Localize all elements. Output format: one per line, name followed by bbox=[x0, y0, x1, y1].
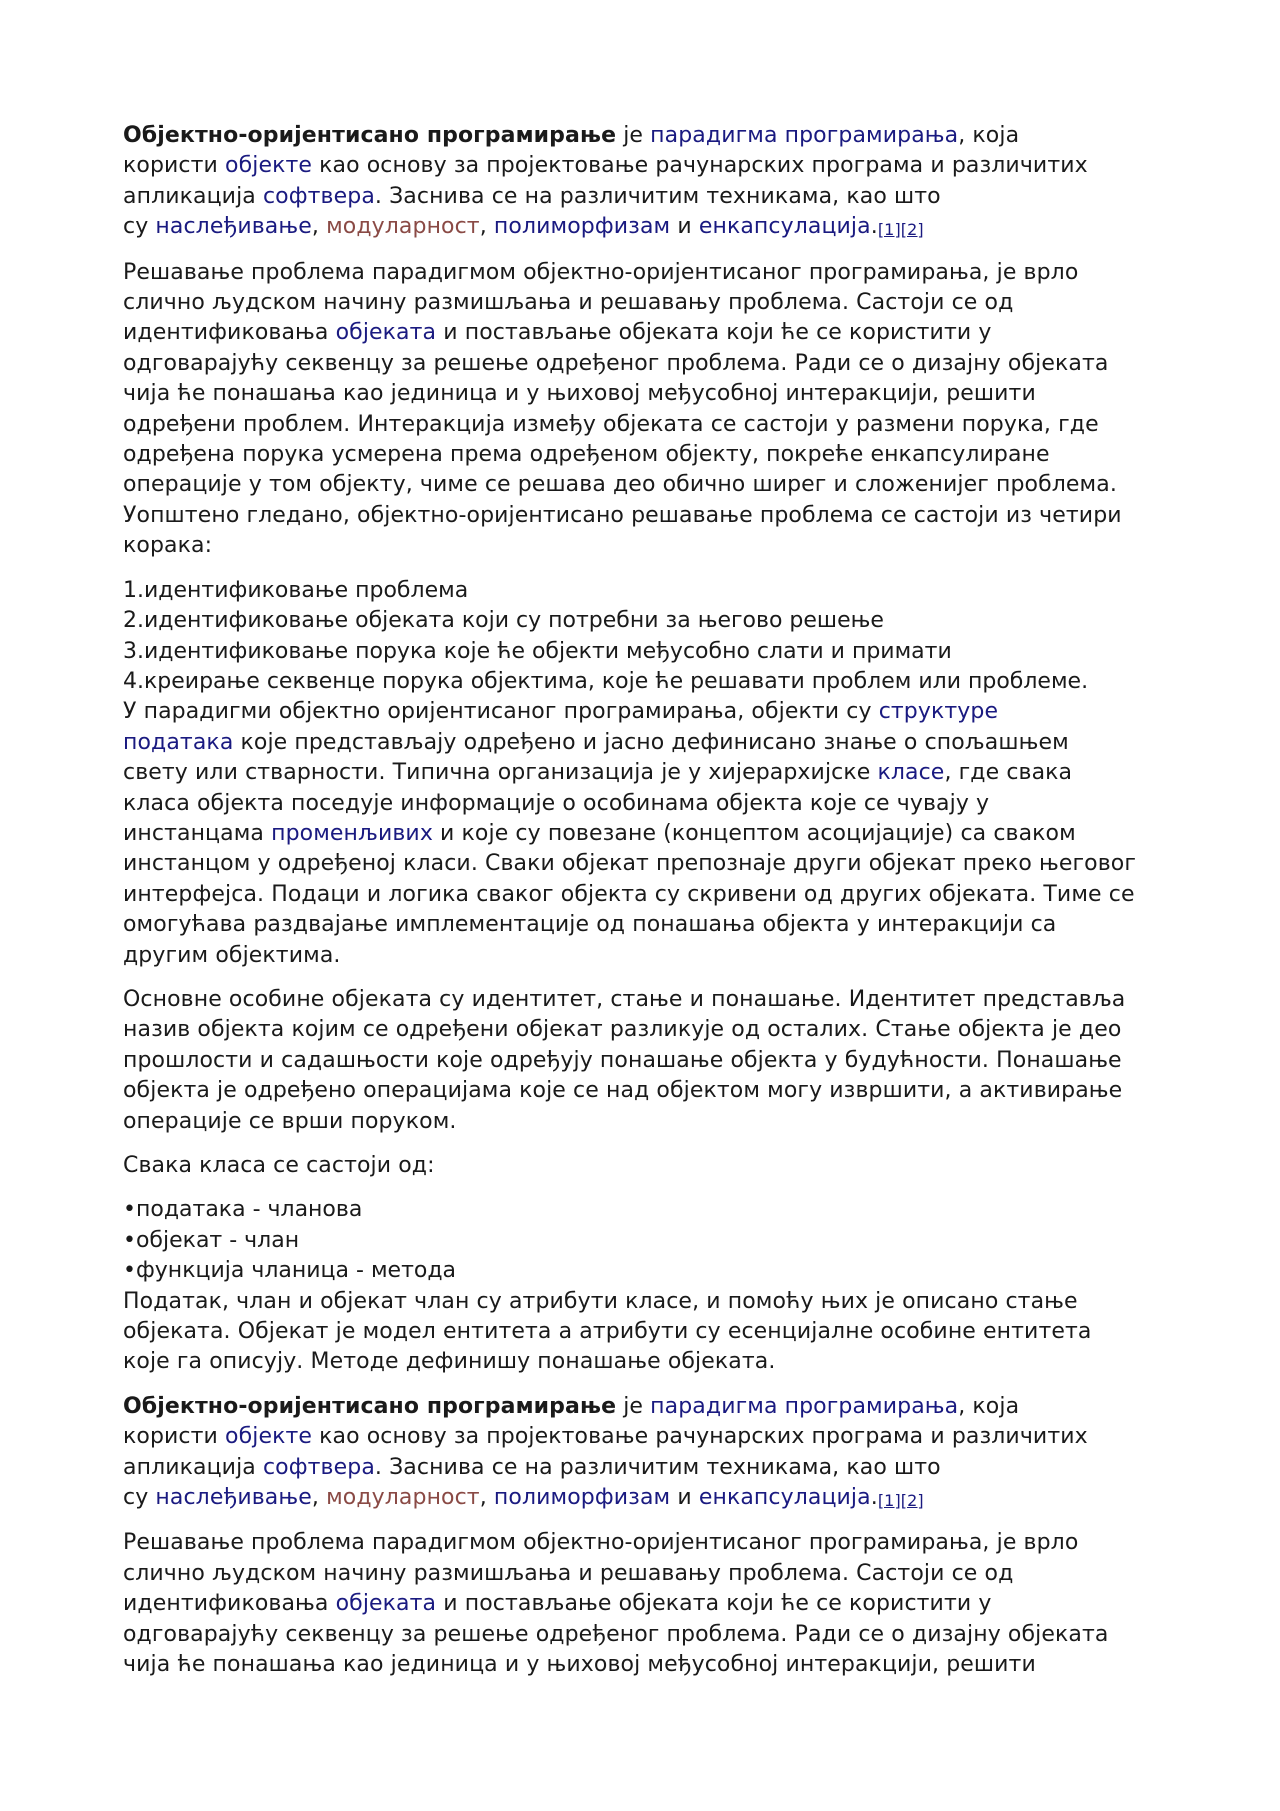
list-item: 3.идентификовање порука које ће објекти међусобно слати и примати bbox=[123, 638, 952, 664]
link-paradigm[interactable]: парадигма програмирања bbox=[650, 123, 959, 148]
link-polymorphism[interactable]: полиморфизам bbox=[493, 214, 671, 240]
reference-link-1[interactable]: [1] bbox=[877, 1491, 901, 1511]
list-item: •података - чланова bbox=[123, 1197, 363, 1223]
list-item: •објекат - члан bbox=[123, 1227, 300, 1253]
data-structures-paragraph: У парадигми објектно оријентисаног програмирања, објекти су структуре података које представљају одређено и јасно дефинисано знање о спољашњем свету или стварности. Типична организација је у хијерархијске класе, где свака класа објекта поседује информације о особинама објекта које се чувају у инстанцама променљивих и које су повезане (концептом асоцијације) са сваком инстанцом у одређеној класи. Сваки објекат препознаје други објекат преко његовог интерфејса. Подаци и логика сваког објекта су скривени од других објеката. Тиме се омогућава раздвајање имплементације од понашања објекта у интеракцији са другим објектима. bbox=[123, 699, 1137, 968]
problem-solving-paragraph-repeat: Решавање проблема парадигмом објектно-оријентисаног програмирања, је врло слично људском начину размишљања и решавању проблема. Састоји се од идентификовања објеката и постављање објеката који ће се користити у одговарајућу секвенцу за решење одређеног проблема. Ради се о дизајну објеката чија ће понашања као јединица и у њиховој међусобној интеракцији, решити bbox=[123, 1530, 1109, 1678]
intro-paragraph: Објектно-оријентисано програмирање је парадигма програмирања, која користи објекте као основу за пројектовање рачунарских програма и различитих апликација софтвера. Заснива се на различитим техникама, као што су наслеђивање, модуларност, полиморфизам и енкапсулација.[1][2] bbox=[123, 123, 1088, 240]
class-members-list bbox=[123, 1195, 1170, 1286]
list-item: 4.креирање секвенце порука објектима, које ће решавати проблем или проблеме. bbox=[123, 668, 1089, 694]
list-item: 1.идентификовање проблема bbox=[123, 577, 469, 603]
link-objects[interactable]: објекте bbox=[225, 153, 313, 179]
link-software[interactable]: софтвера bbox=[262, 1454, 375, 1480]
attributes-paragraph: Податак, члан и објекат члан су атрибути класе, и помоћу њих је описано стање објеката. Објекат је модел ентитета а атрибути су есенцијалне особине ентитета које га описују. Методе дефинишу понашање објеката. bbox=[123, 1288, 1092, 1375]
reference-link-2[interactable]: [2] bbox=[900, 1491, 924, 1511]
steps-list bbox=[123, 576, 1170, 698]
term-bold: Објектно-оријентисано програмирање bbox=[123, 1393, 617, 1419]
term-bold: Објектно-оријентисано програмирање bbox=[123, 123, 617, 148]
link-structures[interactable]: структуре bbox=[878, 699, 999, 725]
link-modularity[interactable]: модуларност bbox=[326, 1485, 480, 1511]
class-composition-paragraph: Свака класа се састоји од: bbox=[123, 1153, 435, 1178]
reference-link-1[interactable]: [1] bbox=[877, 220, 901, 240]
reference-link-2[interactable]: [2] bbox=[900, 220, 924, 240]
link-classes[interactable]: класе bbox=[877, 760, 945, 786]
link-encapsulation[interactable]: енкапсулација bbox=[698, 1485, 871, 1511]
object-properties-paragraph: Основне особине објеката су идентитет, стање и понашање. Идентитет представља назив објекта којим се одређени објекат разликује од осталих. Стање објекта је део прошлости и садашњости које одређују понашање објекта у будућности. Понашање објекта је одређено операцијама које се над објектом могу извршити, а активирање операције се врши поруком. bbox=[123, 986, 1126, 1134]
link-objects[interactable]: објекте bbox=[225, 1424, 313, 1450]
link-polymorphism[interactable]: полиморфизам bbox=[493, 1485, 671, 1511]
link-objects-2[interactable]: објеката bbox=[335, 320, 437, 346]
link-inheritance[interactable]: наслеђивање bbox=[155, 1485, 312, 1511]
list-item: 2.идентификовање објеката који су потребни за његово решење bbox=[123, 608, 884, 634]
link-paradigm[interactable]: парадигма програмирања bbox=[650, 1393, 959, 1419]
link-encapsulation[interactable]: енкапсулација bbox=[698, 214, 871, 240]
list-item: •функција чланица - метода bbox=[123, 1258, 457, 1284]
intro-paragraph-repeat: Објектно-оријентисано програмирање је парадигма програмирања, која користи објекте као основу за пројектовање рачунарских програма и различитих апликација софтвера. Заснива се на различитим техникама, као што су наслеђивање, модуларност, полиморфизам и енкапсулација.[1][2] bbox=[123, 1393, 1088, 1511]
link-software[interactable]: софтвера bbox=[262, 183, 375, 209]
link-data[interactable]: података bbox=[123, 729, 234, 755]
link-objects-2[interactable]: објеката bbox=[335, 1591, 437, 1617]
link-variables[interactable]: променљивих bbox=[271, 820, 433, 846]
link-inheritance[interactable]: наслеђивање bbox=[155, 214, 312, 240]
link-modularity[interactable]: модуларност bbox=[326, 214, 480, 240]
problem-solving-paragraph: Решавање проблема парадигмом објектно-оријентисаног програмирања, је врло слично људском начину размишљања и решавању проблема. Састоји се од идентификовања објеката и постављање објеката који ће се користити у одговарајућу секвенцу за решење одређеног проблема. Ради се о дизајну објеката чија ће понашања као јединица и у њиховој међусобној интеракцији, решити одређени проблем. Интеракција између објеката се састоји у размени порука, где одређена порука усмерена према одређеном објекту, покреће енкапсулиране операције у том објекту, чиме се решава део обично ширег и сложенијег проблема. Уопштено гледано, објектно-оријентисано решавање проблема се састоји из четири корака: bbox=[123, 259, 1122, 559]
